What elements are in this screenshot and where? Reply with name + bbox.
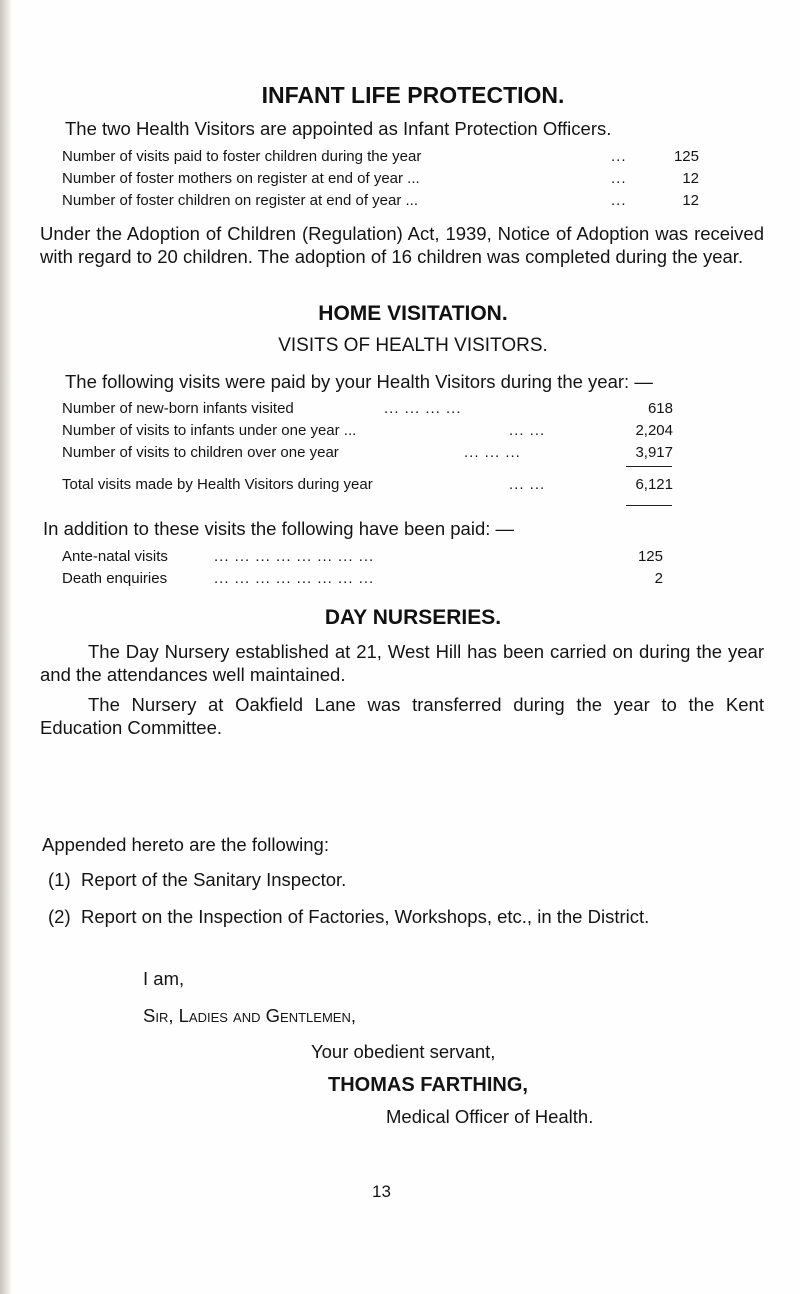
row-label: Number of visits paid to foster children during the year bbox=[62, 148, 422, 165]
addition-intro: In addition to these visits the following have been paid: — bbox=[43, 518, 515, 539]
row-leader-dots: ... ... ... bbox=[464, 444, 521, 461]
row-leader-dots: ... ... ... ... ... ... ... ... bbox=[214, 570, 375, 587]
total-visits-row-container bbox=[62, 474, 673, 496]
closing-i-am: I am, bbox=[143, 968, 185, 989]
table-row bbox=[62, 420, 673, 442]
table-row-total bbox=[62, 474, 673, 496]
signatory-name: THOMAS FARTHING, bbox=[328, 1074, 528, 1096]
appended-intro: Appended hereto are the following: bbox=[42, 834, 329, 855]
row-value: 12 bbox=[682, 170, 699, 187]
row-leader-dots: ... ... bbox=[509, 422, 546, 439]
row-label: Number of visits to infants under one year ... bbox=[62, 422, 357, 439]
list-item-number: (2) bbox=[48, 906, 71, 927]
row-value: 618 bbox=[647, 400, 673, 417]
row-value: 12 bbox=[682, 192, 699, 209]
table-row bbox=[62, 190, 699, 212]
list-item-number: (1) bbox=[48, 869, 71, 890]
row-value: 125 bbox=[673, 148, 699, 165]
table-row bbox=[62, 168, 699, 190]
table-row bbox=[62, 546, 663, 568]
oakfield-nursery-paragraph: The Nursery at Oakfield Lane was transferred during the year to the Kent Education Committee. bbox=[40, 694, 764, 738]
table-row bbox=[62, 442, 673, 464]
row-value: 2 bbox=[654, 570, 663, 587]
row-label: Number of foster mothers on register at end of year ... bbox=[62, 170, 420, 187]
row-leader-dots: ... bbox=[611, 170, 627, 187]
page-number: 13 bbox=[372, 1182, 391, 1201]
row-leader-dots: ... bbox=[611, 192, 627, 209]
row-leader-dots: ... bbox=[611, 148, 627, 165]
total-label: Total visits made by Health Visitors during year bbox=[62, 476, 373, 493]
row-leader-dots: ... ... ... ... bbox=[384, 400, 462, 417]
row-label: Number of visits to children over one year bbox=[62, 444, 339, 461]
additional-visits-table bbox=[62, 546, 663, 590]
adoption-paragraph: Under the Adoption of Children (Regulation) Act, 1939, Notice of Adoption was received with regard to 20 children. The adoption of 16 children was completed during the year. bbox=[40, 223, 764, 267]
row-label: Ante-natal visits bbox=[62, 548, 168, 565]
list-item bbox=[48, 906, 748, 954]
table-row bbox=[62, 568, 663, 590]
total-value: 6,121 bbox=[635, 476, 673, 493]
infant-protection-intro: The two Health Visitors are appointed as Infant Protection Officers. bbox=[65, 118, 612, 139]
row-label: Number of new-born infants visited bbox=[62, 400, 294, 417]
infant-protection-table bbox=[62, 146, 699, 212]
row-value: 125 bbox=[637, 548, 663, 565]
section-title-day-nurseries: DAY NURSERIES. bbox=[324, 606, 502, 629]
row-label: Number of foster children on register at end of year ... bbox=[62, 192, 419, 209]
home-visitation-intro: The following visits were paid by your Health Visitors during the year: — bbox=[65, 371, 653, 392]
list-item-text: Report of the Sanitary Inspector. bbox=[81, 869, 347, 890]
health-visitor-visits-table bbox=[62, 398, 673, 464]
row-label: Death enquiries bbox=[62, 570, 168, 587]
section-title-home-visitation: HOME VISITATION. bbox=[318, 302, 508, 325]
table-row bbox=[62, 146, 699, 168]
closing-salutation: Sir, Ladies and Gentlemen, bbox=[143, 1005, 356, 1026]
subtitle-visits-of-health-visitors: VISITS OF HEALTH VISITORS. bbox=[278, 335, 548, 356]
total-rule bbox=[626, 505, 672, 506]
page-binding-edge bbox=[0, 0, 12, 1294]
section-title-infant-life-protection: INFANT LIFE PROTECTION. bbox=[261, 82, 565, 108]
row-leader-dots: ... ... ... ... ... ... ... ... bbox=[214, 548, 375, 565]
day-nursery-paragraph: The Day Nursery established at 21, West Hill has been carried on during the year and the attendances well maintained. bbox=[40, 641, 764, 685]
signatory-role: Medical Officer of Health. bbox=[386, 1106, 594, 1127]
row-value: 2,204 bbox=[635, 422, 673, 439]
list-item-text: Report on the Inspection of Factories, Workshops, etc., in the District. bbox=[81, 906, 650, 927]
row-value: 3,917 bbox=[635, 444, 673, 461]
sum-rule bbox=[626, 466, 672, 467]
row-leader-dots: ... ... bbox=[509, 476, 546, 493]
table-row bbox=[62, 398, 673, 420]
closing-servant: Your obedient servant, bbox=[311, 1041, 496, 1062]
